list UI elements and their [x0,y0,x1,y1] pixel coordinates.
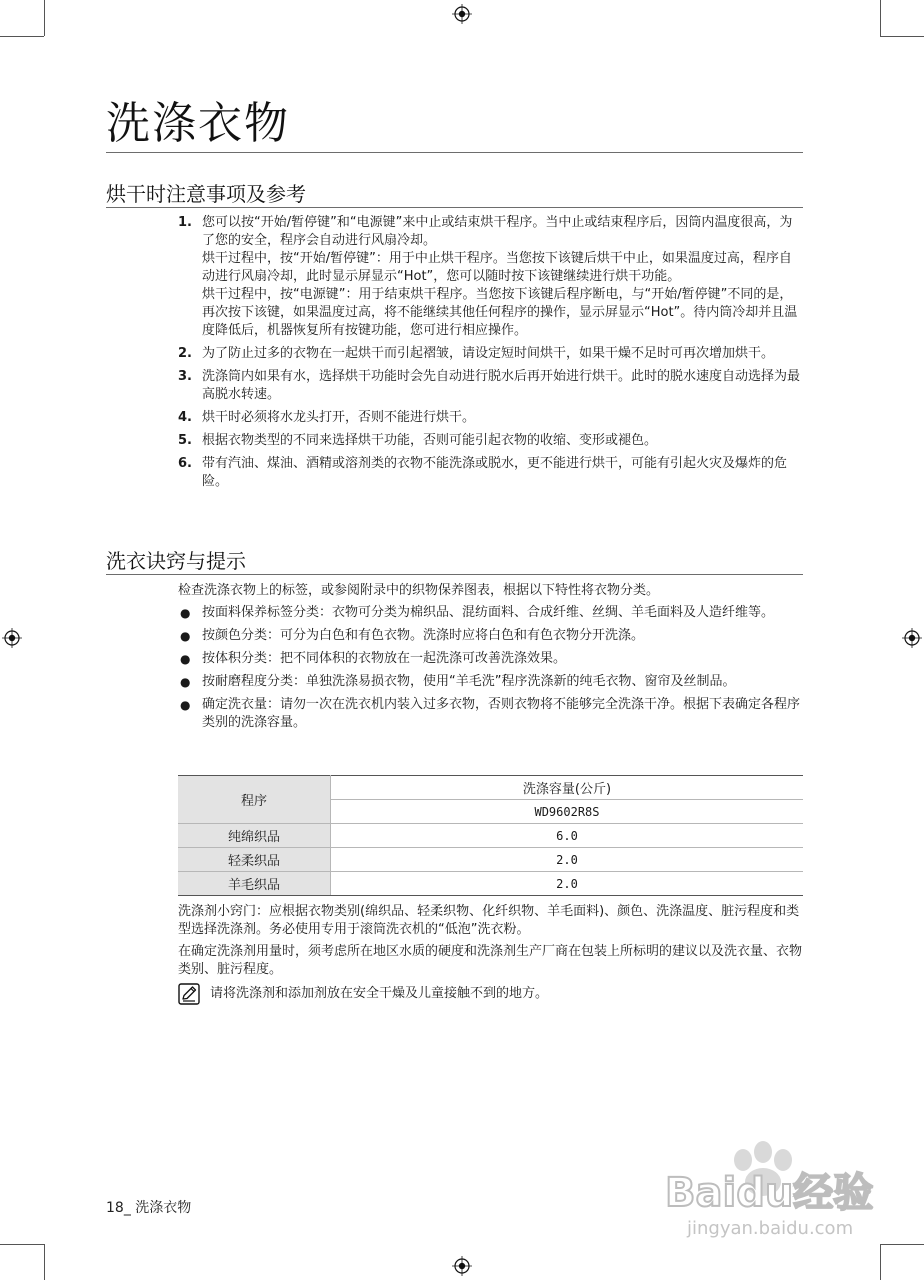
pencil-note-icon [178,983,200,1005]
registration-mark-icon [2,628,22,648]
table-cell-capacity: 2.0 [331,848,804,872]
page-footer: 18_ 洗涤衣物 [106,1200,192,1216]
list-item-text: 带有汽油、煤油、酒精或溶剂类的衣物不能洗涤或脱水，更不能进行烘干，可能有引起火灾及爆炸的危险。 [202,456,788,489]
list-item-text: 洗涤筒内如果有水，选择烘干功能时会先自动进行脱水后再开始进行烘干。此时的脱水速度自动选择为最高脱水转速。 [202,369,801,402]
table-row [178,872,803,896]
list-item [178,368,804,404]
bullet-item [178,673,804,691]
dosage-tip: 在确定洗涤剂用量时，须考虑所在地区水质的硬度和洗涤剂生产厂商在包装上所标明的建议以及洗衣量、衣物类别、脏污程度。 [178,944,803,977]
crop-mark [0,1244,44,1245]
table-cell-program: 纯绵织品 [178,824,331,848]
bullet-icon: ● [180,629,191,643]
table-cell-capacity: 6.0 [331,824,804,848]
registration-mark-icon [452,4,472,24]
section-rule [106,574,803,575]
watermark-url: jingyan.baidu.com [687,1218,854,1239]
table-model-label: WD9602R8S [331,800,804,824]
registration-mark-icon [452,1256,472,1276]
bullet-item [178,627,804,645]
list-item-text: 根据衣物类型的不同来选择烘干功能，否则可能引起衣物的收缩、变形或褪色。 [202,433,658,448]
table-header-row [178,776,803,800]
bullet-icon: ● [180,606,191,620]
list-item [178,455,804,491]
list-item [178,432,804,450]
list-item [178,345,804,363]
bullet-text: 确定洗衣量：请勿一次在洗衣机内装入过多衣物，否则衣物将不能够完全洗涤干净。根据下表确定各程序类别的洗涤容量。 [202,697,801,730]
list-item-number: 1. [178,215,192,230]
table-cell-program: 羊毛织品 [178,872,331,896]
crop-mark [44,0,45,36]
title-rule [106,152,803,153]
crop-mark [880,36,924,37]
registration-mark-icon [902,628,922,648]
page-title: 洗涤衣物 [106,98,290,149]
drying-list [178,214,804,496]
list-item-text: 您可以按“开始/暂停键”和“电源键”来中止或结束烘干程序。当中止或结束程序后，因筒内温度很高，为了您的安全，程序会自动进行风扇冷却。 [202,215,793,248]
tips-heading: 洗衣诀窍与提示 [106,549,246,573]
list-item-text: 为了防止过多的衣物在一起烘干而引起褶皱，请设定短时间烘干，如果干燥不足时可再次增加烘干。 [202,346,775,361]
capacity-table [178,775,803,896]
bullet-icon: ● [180,652,191,666]
table-cell-program: 轻柔织品 [178,848,331,872]
list-item-text: 烘干过程中，按“开始/暂停键”：用于中止烘干程序。当您按下该键后烘干中止，如果温度过高，程序自动进行风扇冷却，此时显示屏显示“Hot”，您可以随时按下该键继续进行烘干功能。 [202,251,792,284]
watermark-brand: Baidu经验 [665,1170,874,1216]
baidu-jingyan-watermark [655,1130,880,1240]
list-item-text: 烘干时必须将水龙头打开，否则不能进行烘干。 [202,410,476,425]
section-rule [106,207,803,208]
bullet-text: 按体积分类：把不同体积的衣物放在一起洗涤可改善洗涤效果。 [202,651,567,666]
bullet-item [178,604,804,622]
bullet-item [178,650,804,668]
tips-bullet-list [178,604,804,737]
table-header-capacity: 洗涤容量(公斤) [331,776,804,800]
table-header-program: 程序 [178,776,331,824]
tips-intro: 检查洗涤衣物上的标签，或参阅附录中的织物保养图表，根据以下特性将衣物分类。 [178,583,660,598]
bullet-text: 按颜色分类：可分为白色和有色衣物。洗涤时应将白色和有色衣物分开洗涤。 [202,628,645,643]
list-item-number: 4. [178,410,192,425]
crop-mark [880,1244,924,1245]
list-item-number: 3. [178,369,192,384]
list-item-number: 5. [178,433,192,448]
table-row [178,824,803,848]
bullet-text: 按耐磨程度分类：单独洗涤易损衣物，使用“羊毛洗”程序洗涤新的纯毛衣物、窗帘及丝制品。 [202,674,736,689]
list-item-text: 烘干过程中，按“电源键”：用于结束烘干程序。当您按下该键后程序断电，与“开始/暂停键”不同的是，再次按下该键，如果温度过高，将不能继续其他任何程序的操作，显示屏显示“Hot”。待内筒冷却并且温度降低后，机器恢复所有按键功能，您可进行相应操作。 [202,287,798,338]
table-row [178,848,803,872]
safety-note-text: 请将洗涤剂和添加剂放在安全干燥及儿童接触不到的地方。 [210,986,549,1001]
crop-mark [0,36,44,37]
crop-mark [880,0,881,36]
bullet-icon: ● [180,675,191,689]
list-item [178,409,804,427]
drying-heading: 烘干时注意事项及参考 [106,182,306,206]
detergent-tip: 洗涤剂小窍门：应根据衣物类别(绵织品、轻柔织物、化纤织物、羊毛面料)、颜色、洗涤温度、脏污程度和类型选择洗涤剂。务必使用专用于滚筒洗衣机的“低泡”洗衣粉。 [178,904,800,937]
bullet-icon: ● [180,698,191,712]
bullet-item [178,696,804,732]
table-cell-capacity: 2.0 [331,872,804,896]
list-item-number: 6. [178,456,192,471]
list-item-number: 2. [178,346,192,361]
crop-mark [880,1244,881,1280]
crop-mark [44,1244,45,1280]
list-item [178,214,804,340]
bullet-text: 按面料保养标签分类：衣物可分类为棉织品、混纺面料、合成纤维、丝绸、羊毛面料及人造纤维等。 [202,605,775,620]
